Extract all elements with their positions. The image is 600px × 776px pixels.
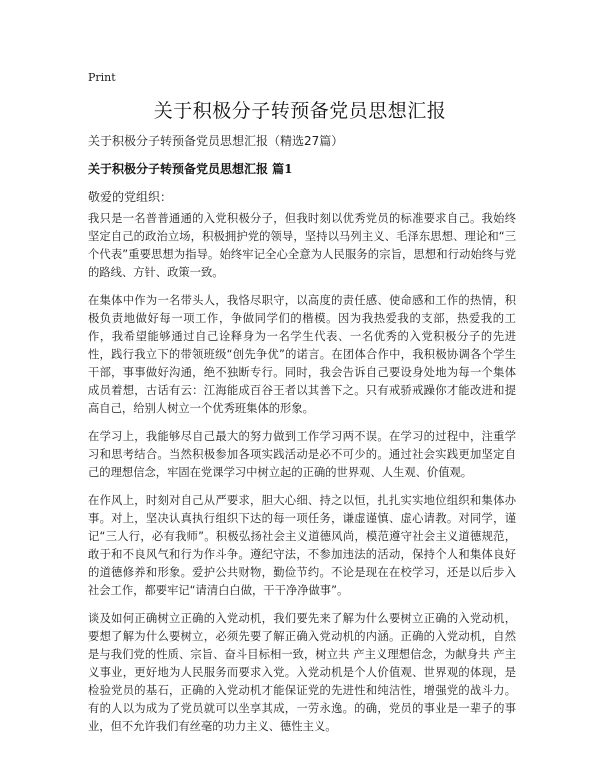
paragraph-4: 在作风上，时刻对自己从严要求，胆大心细、持之以恒，扎扎实实地位组织和集体办事。对上，坚决认真执行组织下达的每一项任务，谦虚谨慎、虚心请教。对同学，谨记“三人行，必有我师”。积极弘扬社会主义道德风尚，模范遵守社会主义道德规范，敢于和不良风气和行为作斗争。遵纪守法，不参加违法的活动，保持个人和集体良好的道德修养和形象。爱护公共财物，勤俭节约。不论是现在在校学习，还是以后步入社会工作，都要牢记“请清白白做，干干净净做事”。 [88, 494, 516, 597]
paragraph-3: 在学习上，我能够尽自己最大的努力做到工作学习两不误。在学习的过程中，注重学习和思考结合。当然积极参加各项实践活动是必不可少的。通过社会实践更加坚定自己的理想信念，牢固在党课学习中树立起的正确的世界观、人生观、价值观。 [88, 430, 516, 479]
document-subtitle: 关于积极分子转预备党员思想汇报（精选27篇） [88, 134, 344, 148]
paragraph-5: 谈及如何正确树立正确的入党动机，我们要先来了解为什么要树立正确的入党动机，要想了解为什么要树立，必须先要了解正确入党动机的内涵。正确的入党动机，自然是与我们党的性质、宗旨、奋斗目标相一致，树立共 产主义理想信念，为献身共 产主义事业，更好地为人民服务而要求入党。入党动机是个人价值观、世界观的体现，是检验党员的基石，正确的入党动机才能保证党的先进性和纯洁性，增强党的战斗力。有的人以为成为了党员就可以坐享其成，一劳永逸。的确，党员的事业是一辈子的事业，但不允许我们有丝毫的功力主义、德性主义。 [88, 612, 516, 733]
greeting-line: 敬爱的党组织： [88, 190, 173, 204]
section-heading: 关于积极分子转预备党员思想汇报 篇1 [88, 162, 293, 176]
document-title: 关于积极分子转预备党员思想汇报 [153, 100, 447, 122]
paragraph-2: 在集体中作为一名带头人，我恪尽职守，以高度的责任感、使命感和工作的热情，积极负责地做好每一项工作，争做同学们的楷模。因为我热爱我的支部，热爱我的工作，我希望能够通过自己诠释身为一名学生代表、一名优秀的入党积极分子的先进性，践行我立下的带领班级“创先争优”的诺言。在团体合作中，我积极协调各个学生干部，事事做好沟通，绝不独断专行。同时，我会告诉自己要设身处地为每一个集体成员着想，古话有云：江海能成百谷王者以其善下之。只有戒骄戒躁你才能改进和提高自己，给别人树立一个优秀班集体的形象。 [88, 294, 516, 415]
paragraph-1: 我只是一名普普通通的入党积极分子，但我时刻以优秀党员的标准要求自己。我始终坚定自己的政治立场，积极拥护党的领导，坚持以马列主义、毛泽东思想、理论和“三个代表”重要思想为指导。始终牢记全心全意为人民服务的宗旨，思想和行动始终与党的路线、方针、政策一致。 [88, 212, 516, 279]
body-text [88, 210, 516, 746]
print-label[interactable]: Print [88, 71, 116, 84]
